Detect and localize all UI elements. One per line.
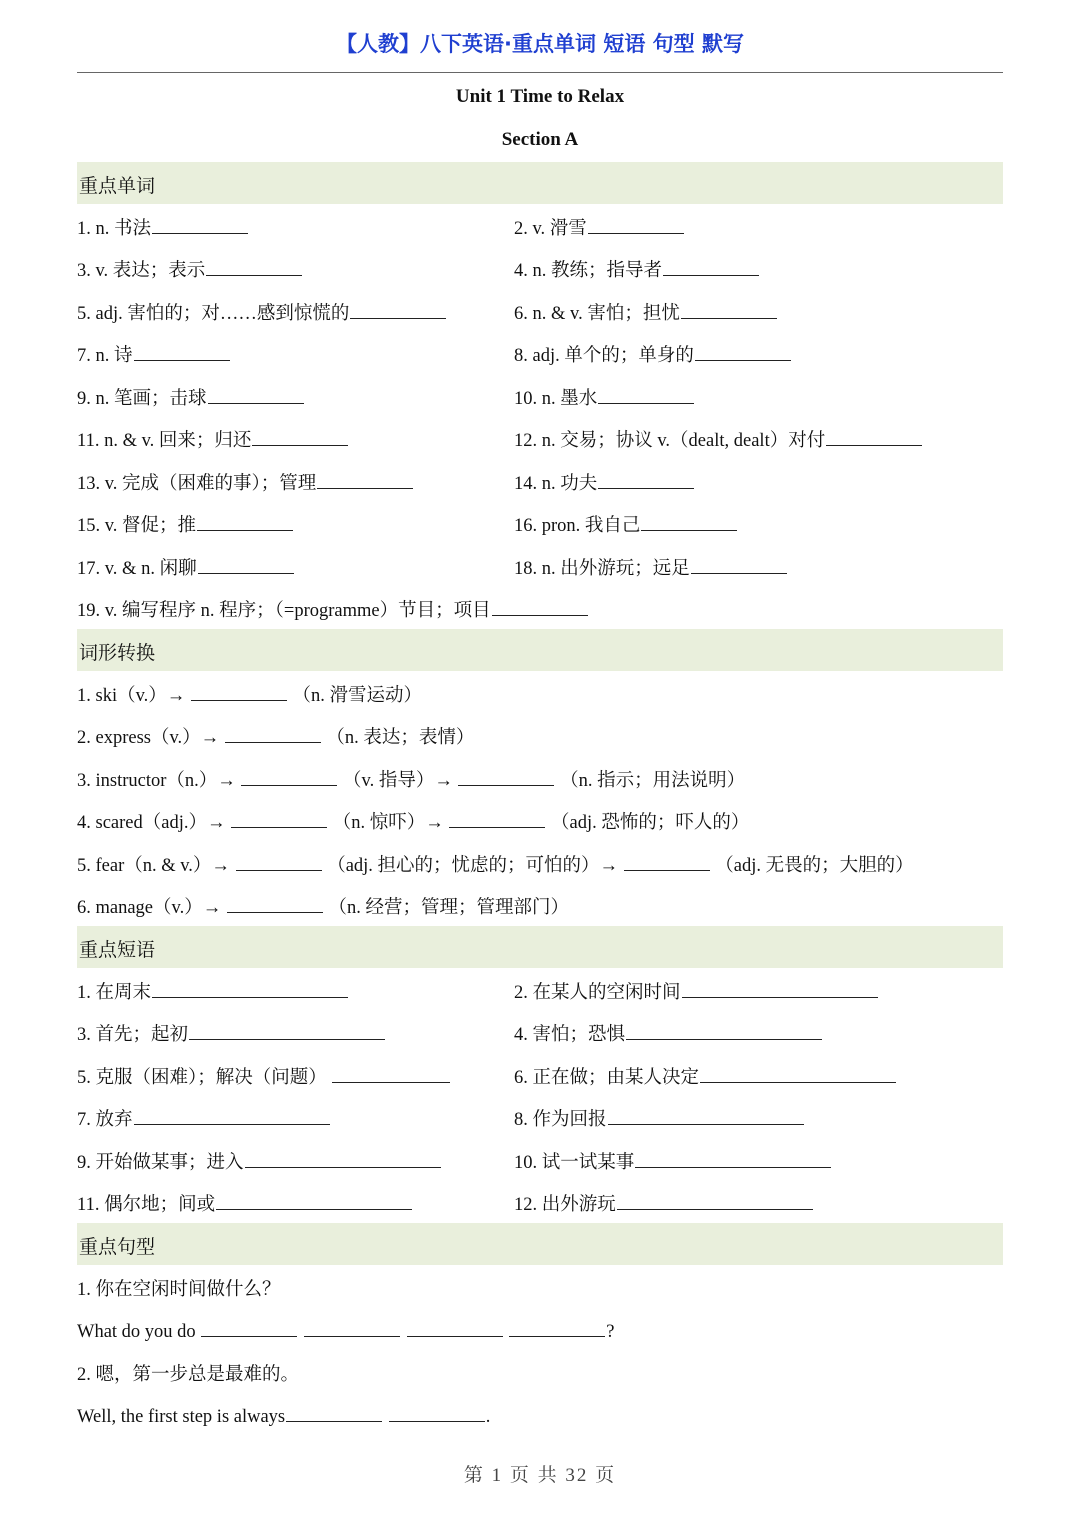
word-item: 7. n. 诗 — [77, 341, 231, 367]
word-item: 8. adj. 单个的；单身的 — [514, 341, 792, 367]
header-divider — [77, 72, 1003, 73]
answer-blank[interactable] — [134, 342, 230, 361]
word-item: 6. n. & v. 害怕；担忧 — [514, 299, 778, 325]
answer-blank[interactable] — [206, 257, 302, 276]
answer-blank[interactable] — [681, 300, 777, 319]
answer-blank[interactable] — [231, 809, 327, 828]
answer-blank[interactable] — [236, 852, 322, 871]
section-band-phrases: 重点短语 — [77, 926, 1003, 968]
section-band-sentences: 重点句型 — [77, 1223, 1003, 1265]
answer-blank[interactable] — [663, 257, 759, 276]
sentence-english: What do you do ? — [77, 1318, 614, 1343]
word-item: 17. v. & n. 闲聊 — [77, 554, 295, 580]
answer-blank[interactable] — [216, 1191, 412, 1210]
answer-blank[interactable] — [286, 1403, 382, 1422]
answer-blank[interactable] — [201, 1318, 297, 1337]
answer-blank[interactable] — [509, 1318, 605, 1337]
answer-blank[interactable] — [189, 1021, 385, 1040]
answer-blank[interactable] — [458, 767, 554, 786]
answer-blank[interactable] — [198, 555, 294, 574]
phrase-item: 3. 首先；起初 — [77, 1020, 386, 1046]
answer-blank[interactable] — [227, 894, 323, 913]
answer-blank[interactable] — [317, 470, 413, 489]
answer-blank[interactable] — [252, 427, 348, 446]
answer-blank[interactable] — [700, 1064, 896, 1083]
answer-blank[interactable] — [225, 724, 321, 743]
answer-blank[interactable] — [304, 1318, 400, 1337]
answer-blank[interactable] — [241, 767, 337, 786]
section-band-forms: 词形转换 — [77, 629, 1003, 671]
form-item: 2. express（v.）→ （n. 表达；表情） — [77, 723, 474, 749]
answer-blank[interactable] — [608, 1106, 804, 1125]
phrase-item: 4. 害怕；恐惧 — [514, 1020, 823, 1046]
answer-blank[interactable] — [332, 1064, 450, 1083]
answer-blank[interactable] — [588, 215, 684, 234]
sentence-english: Well, the first step is always . — [77, 1403, 490, 1428]
answer-blank[interactable] — [598, 470, 694, 489]
answer-blank[interactable] — [407, 1318, 503, 1337]
word-item: 12. n. 交易；协议 v.（dealt, dealt）对付 — [514, 426, 923, 452]
phrase-item: 2. 在某人的空闲时间 — [514, 978, 879, 1004]
sentence-chinese: 1. 你在空闲时间做什么？ — [77, 1280, 281, 1300]
answer-blank[interactable] — [197, 512, 293, 531]
answer-blank[interactable] — [208, 385, 304, 404]
word-item: 4. n. 教练；指导者 — [514, 256, 760, 282]
phrase-item: 11. 偶尔地；间或 — [77, 1190, 413, 1216]
word-item: 10. n. 墨水 — [514, 384, 695, 410]
answer-blank[interactable] — [152, 215, 248, 234]
answer-blank[interactable] — [691, 555, 787, 574]
answer-blank[interactable] — [152, 979, 348, 998]
word-item: 1. n. 书法 — [77, 214, 249, 240]
word-item: 19. v. 编写程序 n. 程序；（=programme）节目；项目 — [77, 596, 589, 622]
answer-blank[interactable] — [641, 512, 737, 531]
word-item: 18. n. 出外游玩；远足 — [514, 554, 788, 580]
answer-blank[interactable] — [134, 1106, 330, 1125]
phrase-item: 9. 开始做某事；进入 — [77, 1148, 442, 1174]
word-item: 2. v. 滑雪 — [514, 214, 685, 240]
answer-blank[interactable] — [350, 300, 446, 319]
word-item: 15. v. 督促；推 — [77, 511, 294, 537]
word-item: 11. n. & v. 回来；归还 — [77, 426, 349, 452]
form-item: 3. instructor（n.）→ （v. 指导）→ （n. 指示；用法说明） — [77, 766, 745, 792]
answer-blank[interactable] — [626, 1021, 822, 1040]
answer-blank[interactable] — [826, 427, 922, 446]
word-item: 14. n. 功夫 — [514, 469, 695, 495]
sentence-chinese: 2. 嗯，第一步总是最难的。 — [77, 1365, 300, 1385]
answer-blank[interactable] — [245, 1149, 441, 1168]
section-band-words: 重点单词 — [77, 162, 1003, 204]
document-header: 【人教】八下英语·重点单词 短语 句型 默写 — [336, 32, 744, 56]
form-item: 6. manage（v.）→ （n. 经营；管理；管理部门） — [77, 893, 569, 919]
word-item: 16. pron. 我自己 — [514, 511, 738, 537]
word-item: 13. v. 完成（困难的事）；管理 — [77, 469, 414, 495]
unit-title: Unit 1 Time to Relax — [455, 86, 625, 107]
section-title: Section A — [501, 129, 579, 150]
page-number: 第 1 页 共 32 页 — [463, 1465, 617, 1486]
form-item: 5. fear（n. & v.）→ （adj. 担心的；忧虑的；可怕的）→ （adj. 无畏的；大胆的） — [77, 851, 914, 877]
answer-blank[interactable] — [389, 1403, 485, 1422]
answer-blank[interactable] — [682, 979, 878, 998]
answer-blank[interactable] — [191, 682, 287, 701]
answer-blank[interactable] — [598, 385, 694, 404]
answer-blank[interactable] — [635, 1149, 831, 1168]
phrase-item: 6. 正在做；由某人决定 — [514, 1063, 897, 1089]
answer-blank[interactable] — [617, 1191, 813, 1210]
answer-blank[interactable] — [449, 809, 545, 828]
form-item: 1. ski（v.）→ （n. 滑雪运动） — [77, 681, 422, 707]
word-item: 9. n. 笔画；击球 — [77, 384, 305, 410]
phrase-item: 12. 出外游玩 — [514, 1190, 814, 1216]
phrase-item: 8. 作为回报 — [514, 1105, 805, 1131]
phrase-item: 10. 试一试某事 — [514, 1148, 832, 1174]
word-item: 5. adj. 害怕的；对……感到惊慌的 — [77, 299, 447, 325]
word-item: 3. v. 表达；表示 — [77, 256, 303, 282]
answer-blank[interactable] — [492, 597, 588, 616]
phrase-item: 1. 在周末 — [77, 978, 349, 1004]
phrase-item: 5. 克服（困难）；解决（问题） — [77, 1063, 451, 1089]
phrase-item: 7. 放弃 — [77, 1105, 331, 1131]
answer-blank[interactable] — [624, 852, 710, 871]
answer-blank[interactable] — [695, 342, 791, 361]
form-item: 4. scared（adj.）→ （n. 惊吓）→ （adj. 恐怖的；吓人的） — [77, 808, 749, 834]
